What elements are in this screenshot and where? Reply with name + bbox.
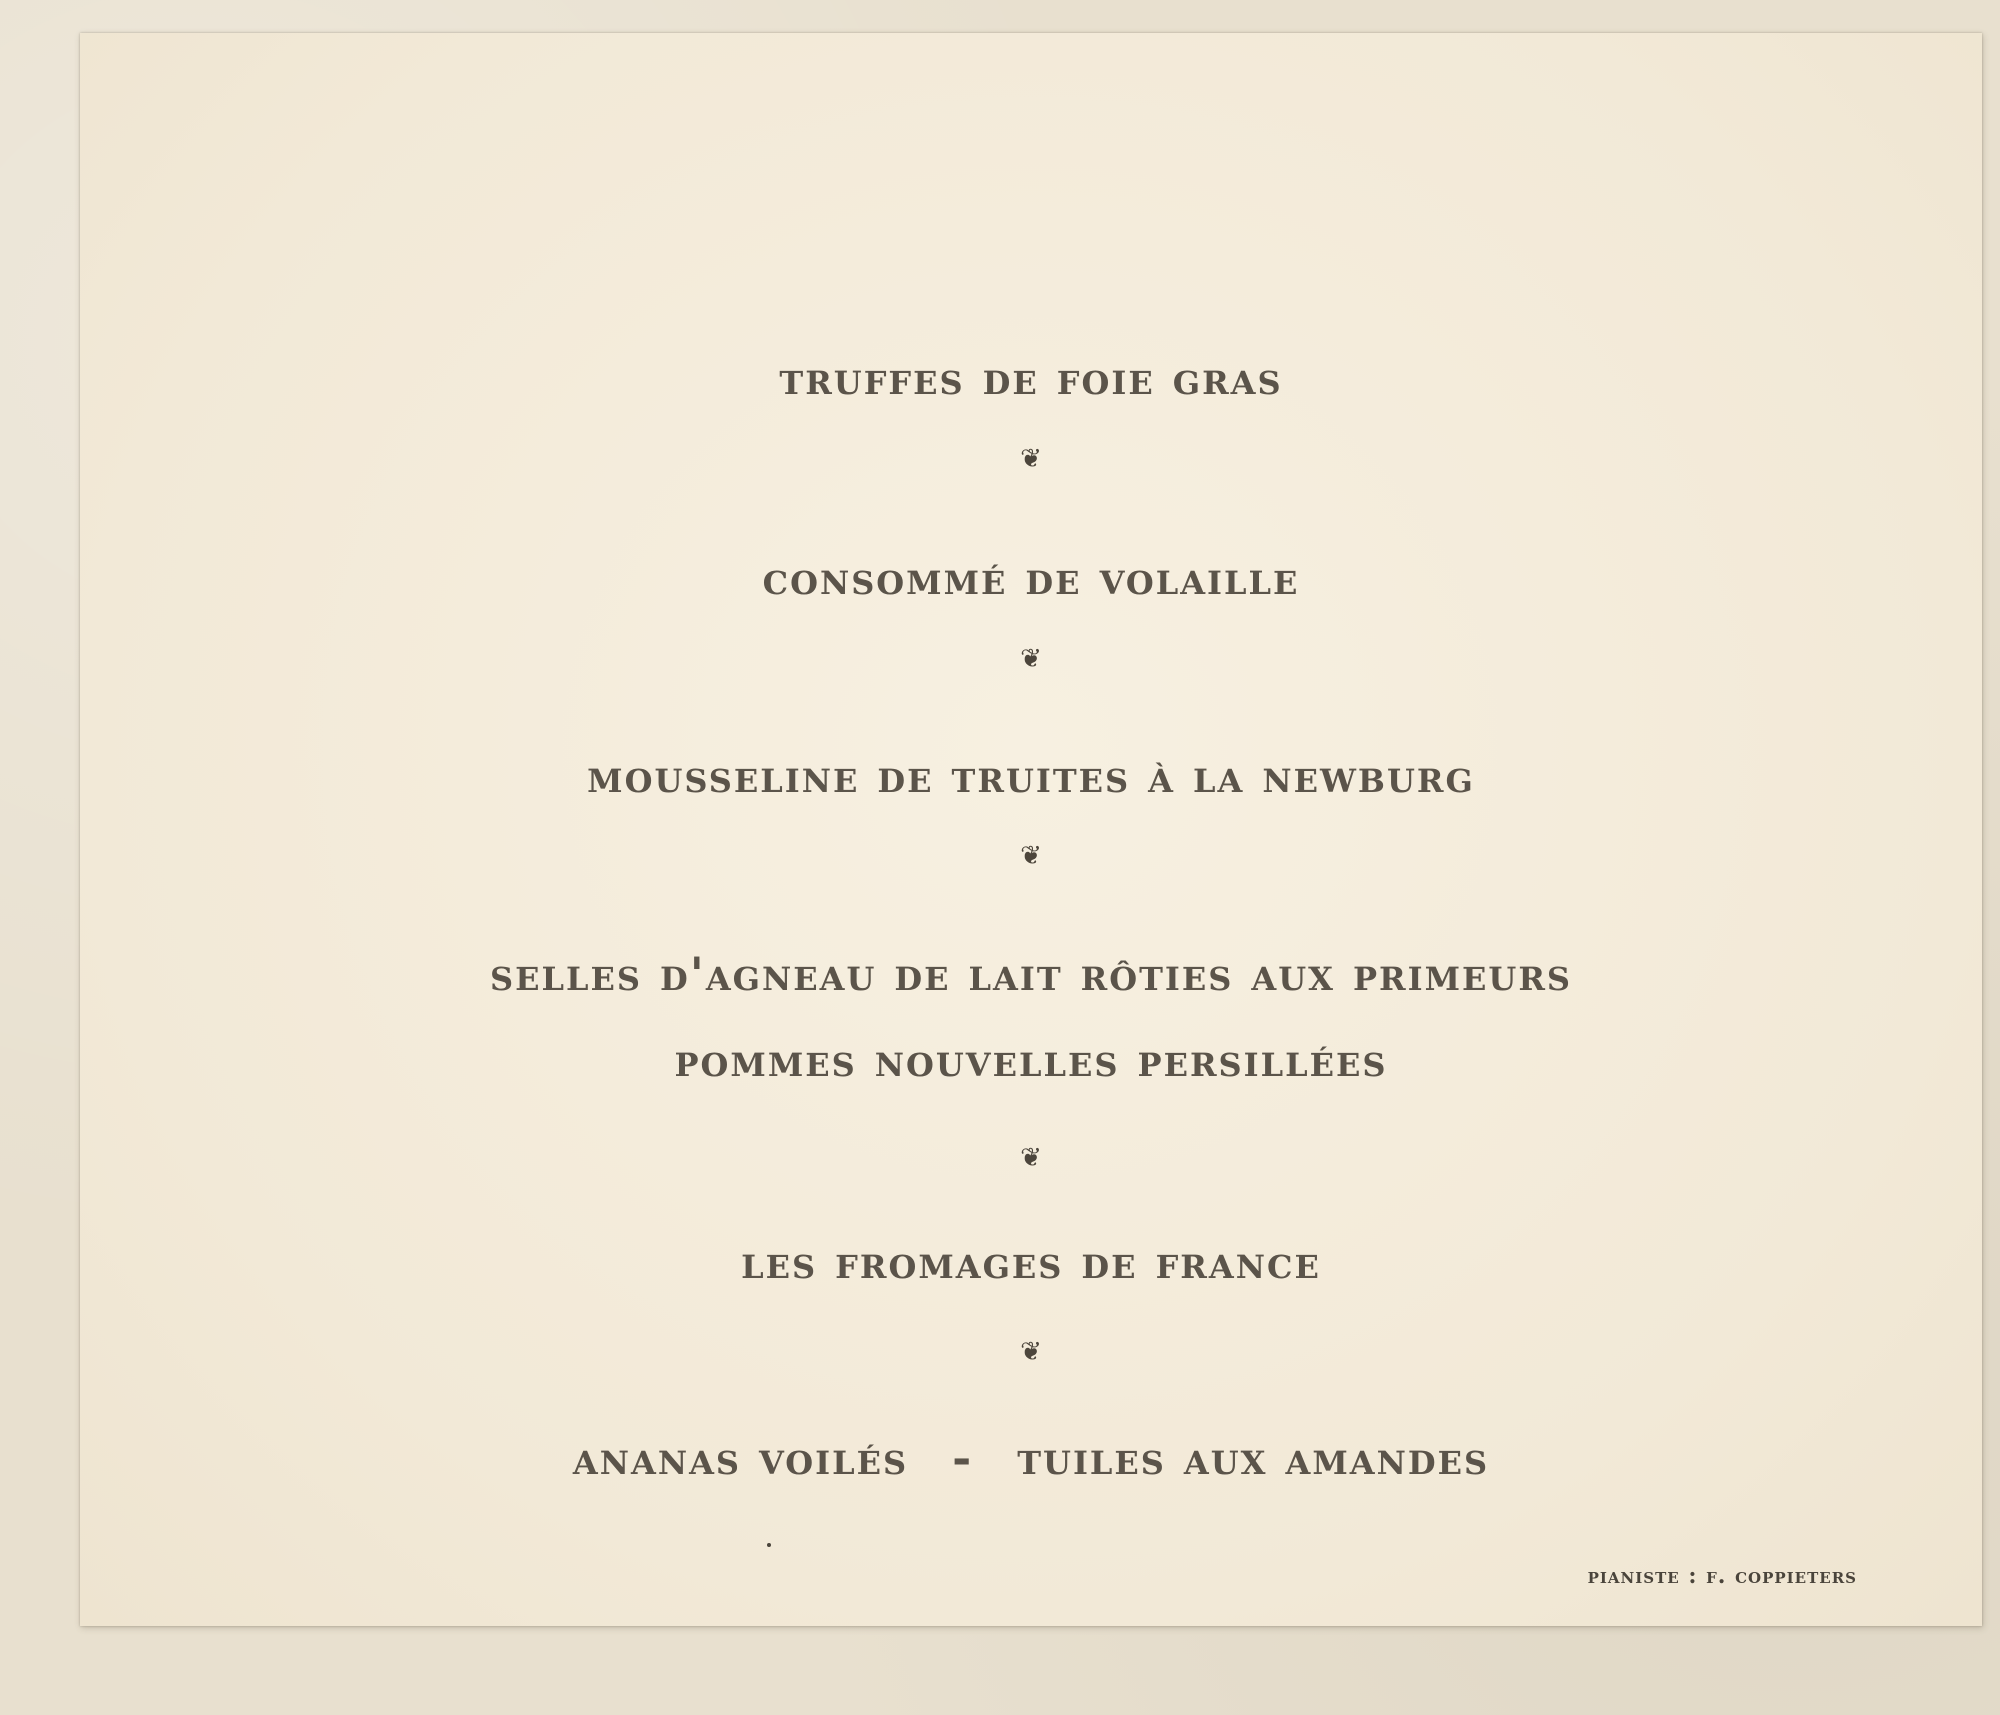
ornament-icon: ❦ [1020, 444, 1042, 474]
ornament-icon: ❦ [1020, 1143, 1042, 1173]
pianist-credit: pianiste : f. coppieters [1587, 1563, 1857, 1589]
course-6-dash: - [952, 1431, 974, 1485]
course-6-left: ananas voilés [572, 1431, 909, 1485]
course-6-right: tuiles aux amandes [1017, 1431, 1490, 1485]
ornament-icon: ❦ [1020, 841, 1042, 871]
ornament-icon: ❦ [1020, 644, 1042, 674]
course-6 [80, 1431, 1982, 1485]
menu-card [80, 33, 1982, 1626]
course-1: truffes de foie gras [779, 351, 1283, 405]
course-4-line-2: pommes nouvelles persillées [674, 1033, 1388, 1087]
course-5: les fromages de france [741, 1235, 1321, 1289]
ornament-icon: ❦ [1020, 1337, 1042, 1367]
course-3: mousseline de truites à la newburg [587, 749, 1475, 803]
course-4-line-1: selles d'agneau de lait rôties aux primeurs [489, 947, 1573, 1001]
course-2: consommé de volaille [762, 551, 1300, 605]
ink-dot [767, 1543, 771, 1547]
